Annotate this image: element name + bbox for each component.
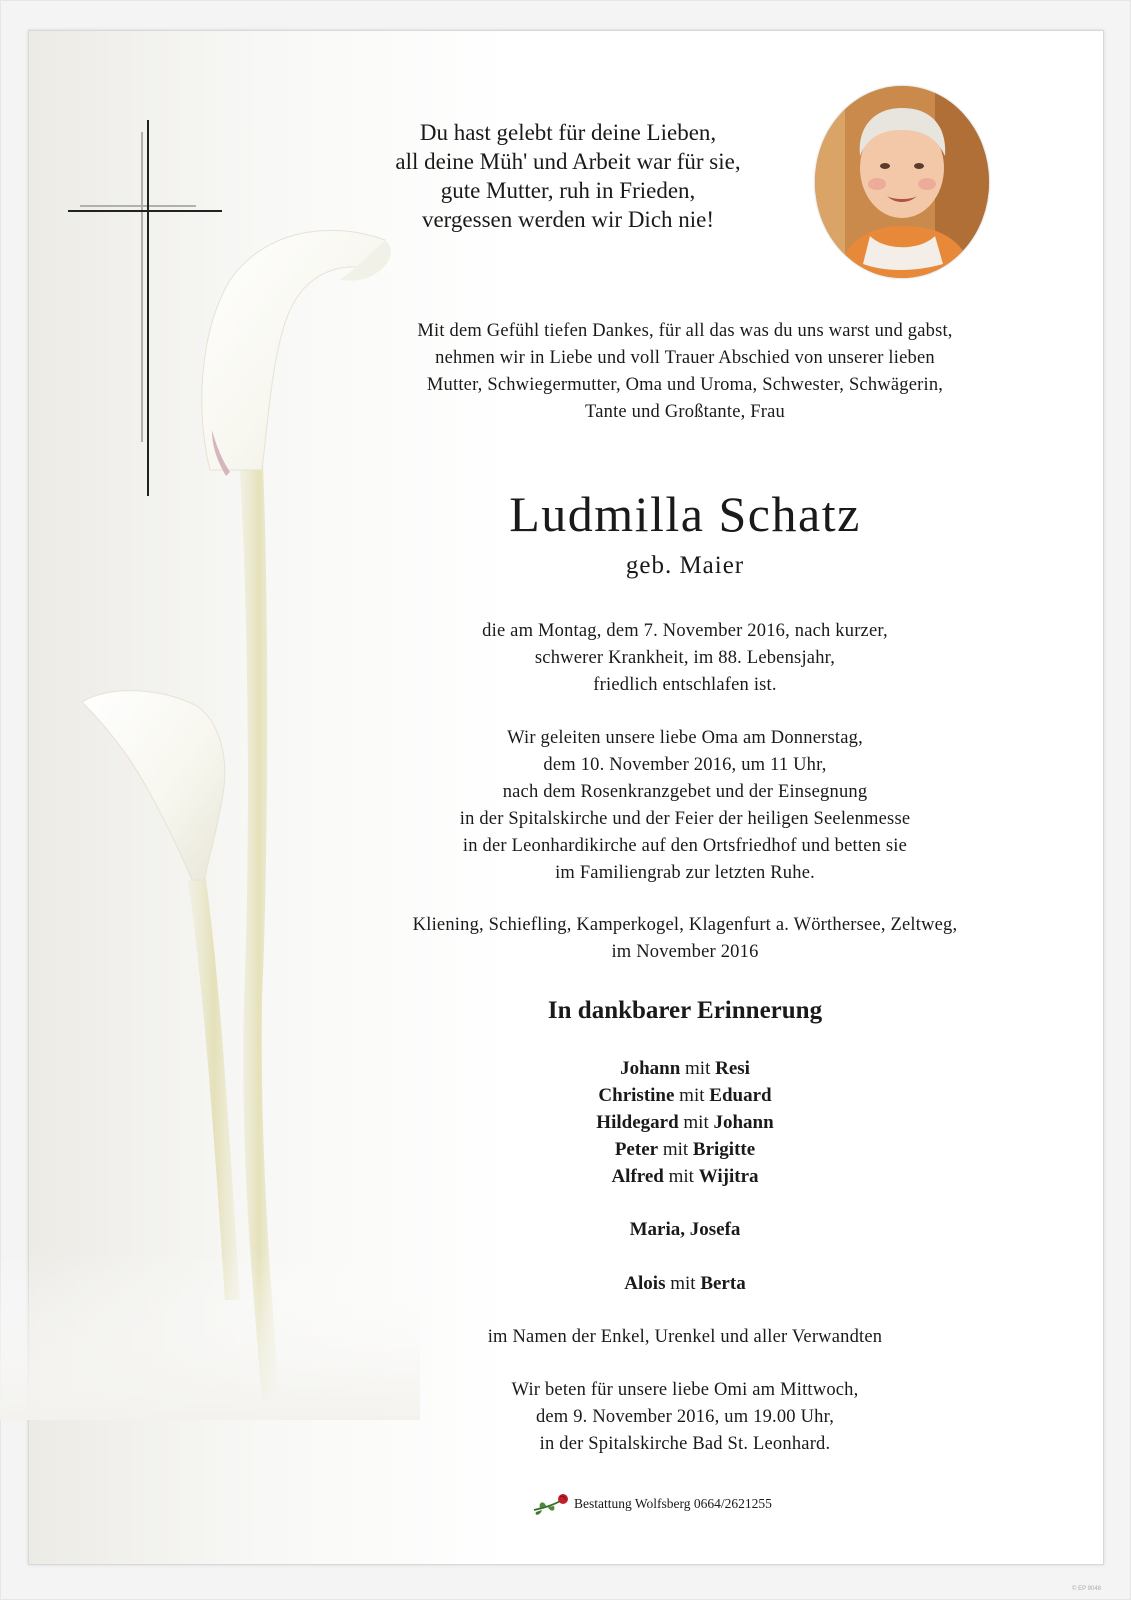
cross-shadow-horizontal [80, 205, 196, 207]
death-notice [340, 618, 1030, 699]
intro-line: Tante und Großtante, Frau [585, 402, 785, 422]
undertaker-contact: Bestattung Wolfsberg 0664/2621255 [574, 1496, 772, 1511]
remembrance-title: In dankbarer Erinnerung [547, 997, 823, 1024]
funeral-line: dem 10. November 2016, um 11 Uhr, [543, 755, 827, 775]
deceased-name: Ludmilla Schatz [509, 486, 861, 542]
calla-lily-illustration [0, 0, 420, 1420]
family-entry: Christine mit Eduard [598, 1085, 772, 1106]
poem-line: gute Mutter, ruh in Frieden, [440, 178, 696, 203]
places-date [340, 912, 1030, 966]
poem [368, 118, 768, 234]
rose-icon [530, 1490, 570, 1518]
cross-horizontal-bar [68, 210, 222, 212]
family-entry: Hildegard mit Johann [596, 1112, 774, 1133]
undertaker-footer [530, 1490, 830, 1518]
print-code: © EP 9048 [1072, 1586, 1101, 1592]
prayer-line: Wir beten für unsere liebe Omi am Mittwoch, [511, 1380, 859, 1400]
family-entry: Peter mit Brigitte [614, 1139, 756, 1160]
places-line: im November 2016 [611, 942, 759, 962]
lily-flower-small [82, 691, 225, 880]
death-line: friedlich entschlafen ist. [593, 675, 777, 695]
portrait-photo [815, 86, 989, 278]
places-line: Kliening, Schiefling, Kamperkogel, Klagenfurt a. Wörthersee, Zeltweg, [412, 915, 958, 935]
cross-shadow-vertical [141, 132, 143, 442]
prayer-notice [340, 1377, 1030, 1458]
funeral-line: in der Leonhardikirche auf den Ortsfriedhof und betten sie [462, 836, 908, 856]
poem-line: Du hast gelebt für deine Lieben, [419, 120, 717, 145]
family-entry-maria-josefa: Maria, Josefa [629, 1219, 741, 1240]
family-list [360, 1055, 1010, 1190]
on-behalf-of: im Namen der Enkel, Urenkel und aller Verwandten [487, 1327, 883, 1347]
poem-line: all deine Müh' und Arbeit war für sie, [395, 149, 741, 174]
prayer-line: dem 9. November 2016, um 19.00 Uhr, [535, 1407, 835, 1427]
maiden-name: geb. Maier [625, 552, 745, 579]
funeral-line: nach dem Rosenkranzgebet und der Einsegnung [502, 782, 868, 802]
family-entry: Alfred mit Wijitra [611, 1166, 759, 1187]
intro-line: nehmen wir in Liebe und voll Trauer Abschied von unserer lieben [435, 348, 935, 368]
cross-vertical-bar [147, 120, 149, 496]
funeral-line: im Familiengrab zur letzten Ruhe. [555, 863, 815, 883]
poem-line: vergessen werden wir Dich nie! [421, 207, 715, 232]
funeral-line: Wir geleiten unsere liebe Oma am Donnerstag, [507, 728, 863, 748]
intro-line: Mutter, Schwiegermutter, Oma und Uroma, Schwester, Schwägerin, [426, 375, 944, 395]
prayer-line: in der Spitalskirche Bad St. Leonhard. [539, 1434, 831, 1454]
funeral-details [340, 725, 1030, 887]
lily-stem-small [188, 880, 240, 1300]
intro-line: Mit dem Gefühl tiefen Dankes, für all das was du uns warst und gabst, [417, 321, 953, 341]
intro-text [340, 318, 1030, 426]
funeral-line: in der Spitalskirche und der Feier der heiligen Seelenmesse [459, 809, 911, 829]
family-entry-alois: Alois mit Berta [624, 1273, 746, 1294]
family-entry: Johann mit Resi [620, 1058, 750, 1079]
death-line: die am Montag, dem 7. November 2016, nach kurzer, [482, 621, 888, 641]
death-line: schwerer Krankheit, im 88. Lebensjahr, [534, 648, 836, 668]
